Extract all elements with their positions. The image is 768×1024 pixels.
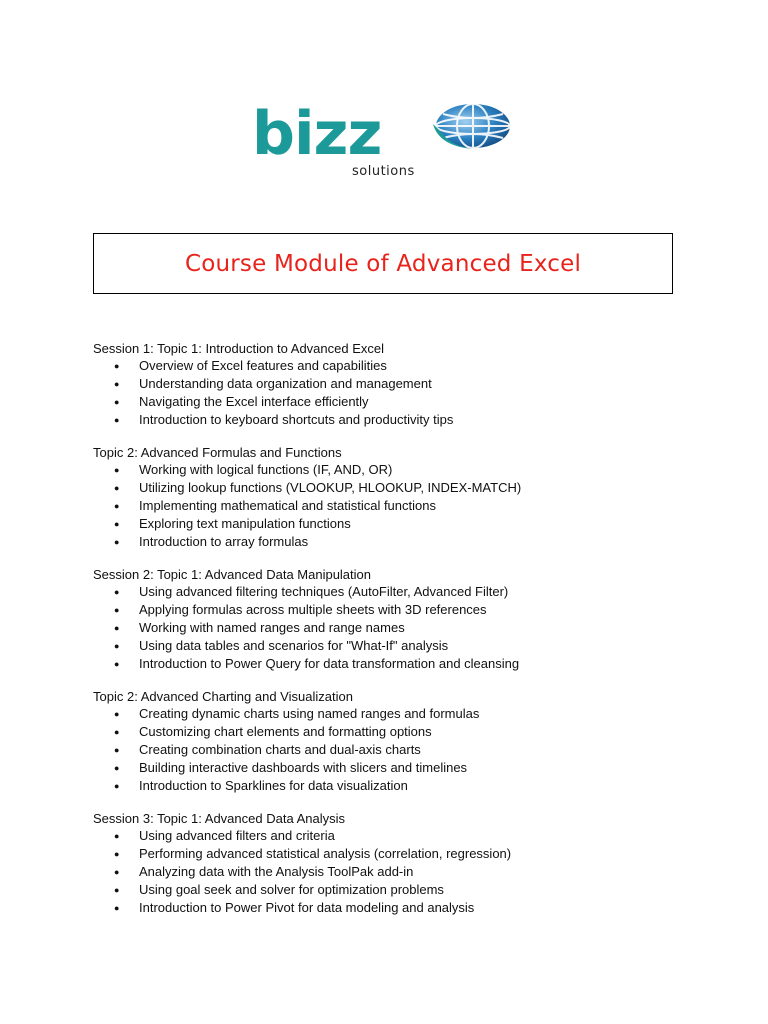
list-item: ● Overview of Excel features and capabilities [93, 357, 713, 375]
section-heading: Session 1: Topic 1: Introduction to Advanced Excel [93, 341, 384, 356]
section-heading: Topic 2: Advanced Formulas and Functions [93, 445, 342, 460]
list-item: ● Using goal seek and solver for optimization problems [93, 881, 713, 899]
list-item: ● Performing advanced statistical analysis (correlation, regression) [93, 845, 713, 863]
list-item: ● Introduction to Sparklines for data visualization [93, 777, 713, 795]
topic-list [93, 705, 713, 795]
topic-list [93, 357, 713, 429]
section-heading: Topic 2: Advanced Charting and Visualization [93, 689, 353, 704]
page-title: Course Module of Advanced Excel [184, 250, 582, 277]
topic-list [93, 461, 713, 551]
course-content [93, 340, 713, 932]
list-item: ● Working with logical functions (IF, AND, OR) [93, 461, 713, 479]
list-item: ● Introduction to Power Query for data transformation and cleansing [93, 655, 713, 673]
list-item: ● Introduction to Power Pivot for data modeling and analysis [93, 899, 713, 917]
topic-list [93, 583, 713, 673]
list-item: ● Creating combination charts and dual-axis charts [93, 741, 713, 759]
list-item: ● Using advanced filtering techniques (AutoFilter, Advanced Filter) [93, 583, 713, 601]
section-heading: Session 2: Topic 1: Advanced Data Manipulation [93, 567, 371, 582]
list-item: ● Applying formulas across multiple sheets with 3D references [93, 601, 713, 619]
list-item: ● Creating dynamic charts using named ranges and formulas [93, 705, 713, 723]
list-item: ● Introduction to keyboard shortcuts and productivity tips [93, 411, 713, 429]
list-item: ● Working with named ranges and range names [93, 619, 713, 637]
list-item: ● Building interactive dashboards with slicers and timelines [93, 759, 713, 777]
bizz-solutions-logo [252, 98, 514, 184]
globe-icon [429, 102, 513, 152]
logo-tagline: solutions [352, 164, 415, 179]
list-item: ● Understanding data organization and management [93, 375, 713, 393]
list-item: ● Analyzing data with the Analysis ToolPak add-in [93, 863, 713, 881]
section-heading: Session 3: Topic 1: Advanced Data Analysis [93, 811, 345, 826]
list-item: ● Exploring text manipulation functions [93, 515, 713, 533]
list-item: ● Navigating the Excel interface efficiently [93, 393, 713, 411]
session-section [93, 810, 713, 917]
title-box [93, 233, 673, 294]
logo-wordmark: bizz [252, 99, 382, 169]
topic-list [93, 827, 713, 917]
list-item: ● Introduction to array formulas [93, 533, 713, 551]
session-section [93, 566, 713, 673]
list-item: ● Customizing chart elements and formatting options [93, 723, 713, 741]
session-section [93, 340, 713, 429]
session-section [93, 688, 713, 795]
list-item: ● Implementing mathematical and statistical functions [93, 497, 713, 515]
list-item: ● Using data tables and scenarios for "What-If" analysis [93, 637, 713, 655]
list-item: ● Utilizing lookup functions (VLOOKUP, HLOOKUP, INDEX-MATCH) [93, 479, 713, 497]
list-item: ● Using advanced filters and criteria [93, 827, 713, 845]
session-section [93, 444, 713, 551]
